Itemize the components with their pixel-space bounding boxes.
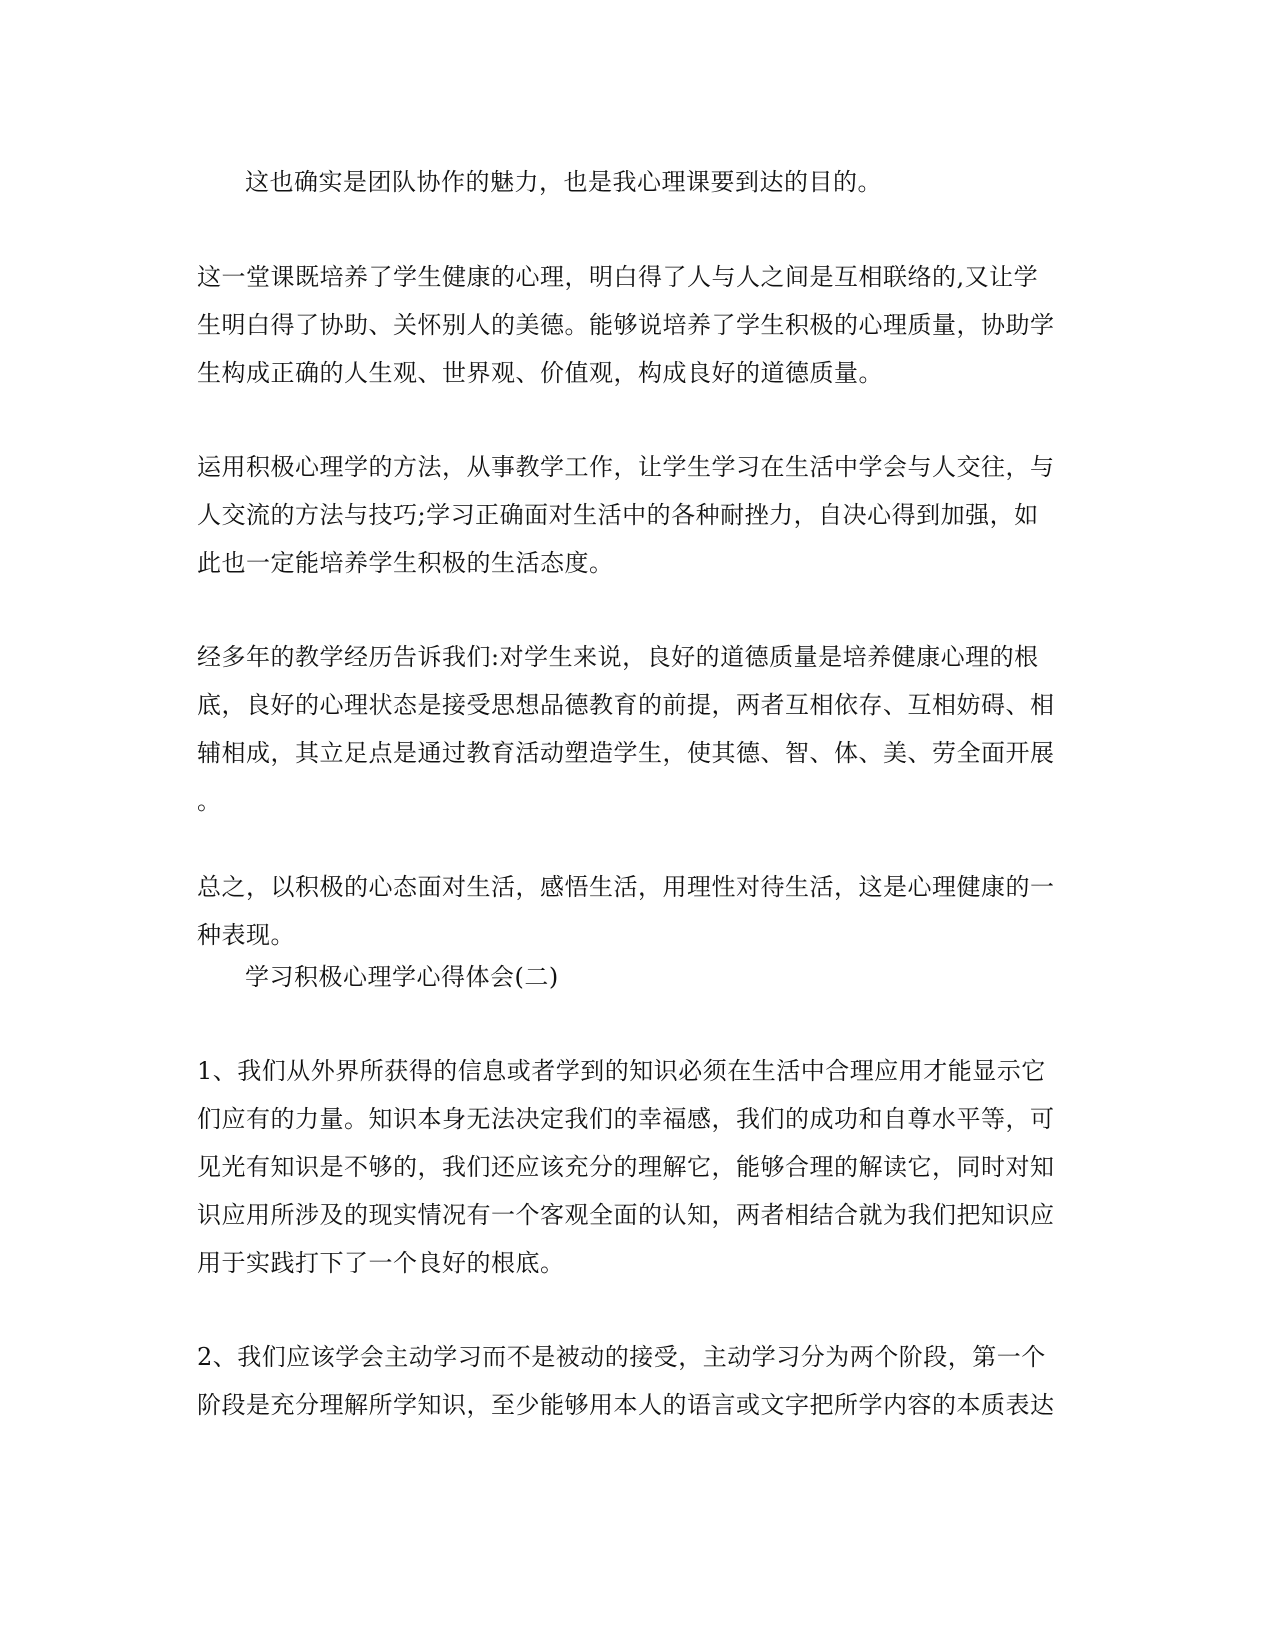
paragraph-line: 总之，以积极的心态面对生活，感悟生活，用理性对待生活，这是心理健康的一 bbox=[197, 873, 1055, 901]
section-heading: 学习积极心理学心得体会(二) bbox=[245, 963, 559, 991]
paragraph-line: 。 bbox=[197, 787, 222, 815]
paragraph-line: 用于实践打下了一个良好的根底。 bbox=[197, 1249, 565, 1277]
paragraph-line: 底，良好的心理状态是接受思想品德教育的前提，两者互相依存、互相妨碍、相 bbox=[197, 691, 1055, 719]
paragraph-line: 识应用所涉及的现实情况有一个客观全面的认知，两者相结合就为我们把知识应 bbox=[197, 1201, 1055, 1229]
paragraph-line: 人交流的方法与技巧;学习正确面对生活中的各种耐挫力，自决心得到加强，如 bbox=[197, 501, 1039, 529]
paragraph-line: 2、我们应该学会主动学习而不是被动的接受，主动学习分为两个阶段，第一个 bbox=[197, 1343, 1046, 1371]
paragraph-line: 这也确实是团队协作的魅力，也是我心理课要到达的目的。 bbox=[245, 168, 882, 196]
paragraph-line: 们应有的力量。知识本身无法决定我们的幸福感，我们的成功和自尊水平等，可 bbox=[197, 1105, 1055, 1133]
paragraph-line: 此也一定能培养学生积极的生活态度。 bbox=[197, 549, 614, 577]
paragraph-line: 见光有知识是不够的，我们还应该充分的理解它，能够合理的解读它，同时对知 bbox=[197, 1153, 1055, 1181]
paragraph-line: 1、我们从外界所获得的信息或者学到的知识必须在生活中合理应用才能显示它 bbox=[197, 1057, 1046, 1085]
paragraph-line: 经多年的教学经历告诉我们:对学生来说，良好的道德质量是培养健康心理的根 bbox=[197, 643, 1039, 671]
paragraph-line: 运用积极心理学的方法，从事教学工作，让学生学习在生活中学会与人交往，与 bbox=[197, 453, 1055, 481]
paragraph-line: 阶段是充分理解所学知识，至少能够用本人的语言或文字把所学内容的本质表达 bbox=[197, 1391, 1055, 1419]
paragraph-line: 生明白得了协助、关怀别人的美德。能够说培养了学生积极的心理质量，协助学 bbox=[197, 311, 1055, 339]
paragraph-line: 种表现。 bbox=[197, 921, 295, 949]
paragraph-line: 辅相成，其立足点是通过教育活动塑造学生，使其德、智、体、美、劳全面开展 bbox=[197, 739, 1055, 767]
paragraph-line: 这一堂课既培养了学生健康的心理，明白得了人与人之间是互相联络的,又让学 bbox=[197, 263, 1039, 291]
paragraph-line: 生构成正确的人生观、世界观、价值观，构成良好的道德质量。 bbox=[197, 359, 883, 387]
